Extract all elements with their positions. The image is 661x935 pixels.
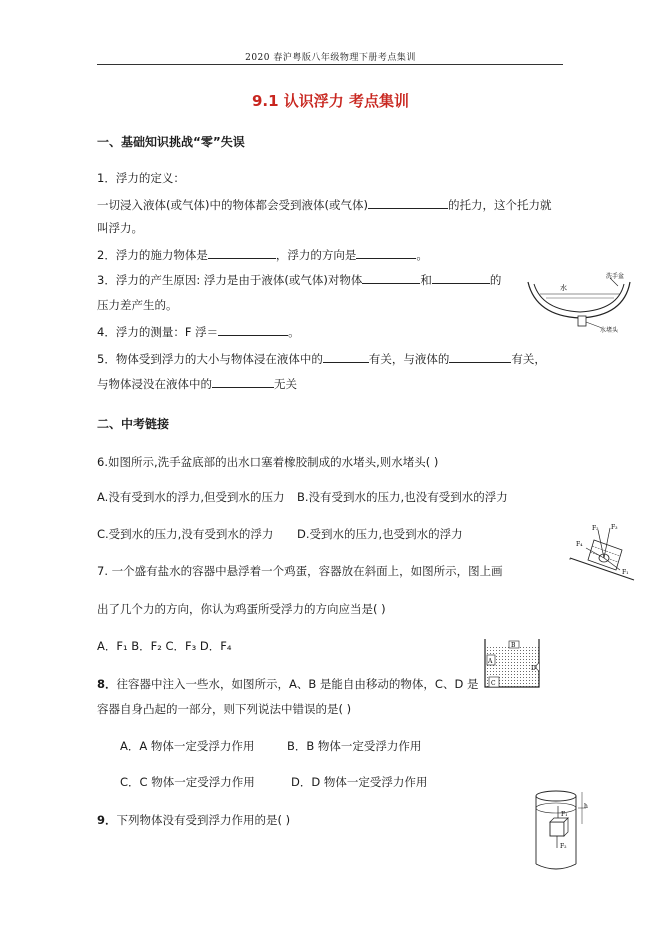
basin-figure [526,272,634,334]
incline-label-f4: F₄ [576,541,583,548]
q2-blank-1 [208,246,276,259]
q6-option-b: B.没有受到水的压力,也没有受到水的浮力 [297,490,508,504]
container-figure [483,637,541,689]
q6-option-d: D.受到水的压力,也受到水的浮力 [297,527,463,541]
q8-line1 [97,676,478,692]
q1-line1 [97,196,551,213]
incline-label-f2: F₂ [592,525,599,532]
q3-a: 3．浮力的产生原因: 浮力是由于液体(或气体)对物体 [97,273,363,287]
q6-text: 6.如图所示,洗手盆底部的出水口塞着橡胶制成的水堵头,则水堵头( ) [97,455,439,469]
incline-label-f1: F₁ [622,569,629,576]
q8-option-a: A．A 物体一定受浮力作用 [120,739,255,753]
q2-blank-2 [356,246,416,259]
q5-line1 [97,350,546,367]
cylinder-label-f2: F₂ [560,843,567,850]
container-label-d: D [531,665,536,672]
q5-blank-3 [212,375,274,388]
q7-line2: 出了几个力的方向，你认为鸡蛋所受浮力的方向应当是( ) [97,602,386,616]
container-label-c: C [491,680,496,687]
container-label-b: B [511,642,516,649]
q8-option-b: B．B 物体一定受浮力作用 [287,739,422,753]
q3-line [97,271,501,288]
q4-a: 4．浮力的测量：F 浮＝ [97,325,219,339]
q5-d: 与物体浸没在液体中的 [97,377,212,391]
q8-option-c: C．C 物体一定受浮力作用 [120,775,255,789]
q5-c: 有关， [511,352,546,366]
q3-c: 的 [489,273,502,287]
q3-blank-1 [362,271,420,284]
q6-option-a: A.没有受到水的浮力,但受到水的压力 [97,490,285,504]
page-title: 9.1 认识浮力 考点集训 [251,92,410,110]
basin-label-plug: 水堵头 [600,327,619,334]
q3-line2: 压力差产生的。 [97,298,178,312]
q8-line1-text: 往容器中注入一些水，如图所示，A、B 是能自由移动的物体，C、D 是 [116,677,479,691]
q5-line2 [97,375,297,392]
q4-b: 。 [288,325,300,339]
q4-line [97,323,300,340]
basin-label-water: 水 [560,284,567,292]
incline-label-f3: F₃ [611,524,618,531]
q2-a: 2．浮力的施力物体是 [97,248,208,262]
section-1-heading: 一、基础知识挑战“零”失误 [97,135,245,149]
cylinder-label-h: h [584,803,588,810]
header-divider [97,64,563,65]
q9-text: 下列物体没有受到浮力作用的是( ) [116,813,291,827]
page-header: 2020 春沪粤版八年级物理下册考点集训 [245,53,416,63]
q5-a: 5．物体受到浮力的大小与物体浸在液体中的 [97,352,323,366]
q3-blank-2 [432,271,490,284]
q6-option-c: C.受到水的压力,没有受到水的浮力 [97,527,274,541]
q7-options: A．F₁ B．F₂ C．F₃ D．F₄ [97,639,232,653]
q1-text: 1．浮力的定义： [97,171,185,185]
q8-option-d: D．D 物体一定受浮力作用 [291,775,428,789]
q8-number: 8． [97,677,117,691]
cylinder-label-f1: F₁ [561,811,568,818]
q2-line [97,246,428,263]
container-label-a: A [488,658,493,665]
q5-blank-1 [323,350,369,363]
basin-label-basin: 洗手盆 [606,273,625,280]
q9-line [97,812,290,828]
q1-line1-b: 的托力，这个托力就 [447,198,552,212]
q1-line1-a: 一切浸入液体(或气体)中的物体都会受到液体(或气体) [97,198,368,212]
q8-line2: 容器自身凸起的一部分，则下列说法中错误的是( ) [97,702,352,716]
q5-blank-2 [449,350,511,363]
q1-blank [368,196,448,209]
q3-b: 和 [420,273,432,287]
q7-line1: 7. 一个盛有盐水的容器中悬浮着一个鸡蛋，容器放在斜面上，如图所示，图上画 [97,564,503,578]
incline-figure [568,520,638,582]
q1-line2: 叫浮力。 [97,221,143,235]
q2-b: ，浮力的方向是 [275,248,357,262]
q2-c: 。 [416,248,428,262]
q9-number: 9． [97,813,117,827]
q4-blank [218,323,288,336]
section-2-heading: 二、中考链接 [97,417,170,431]
q5-e: 无关 [274,377,297,391]
cylinder-figure [532,788,602,872]
q5-b: 有关，与液体的 [368,352,450,366]
